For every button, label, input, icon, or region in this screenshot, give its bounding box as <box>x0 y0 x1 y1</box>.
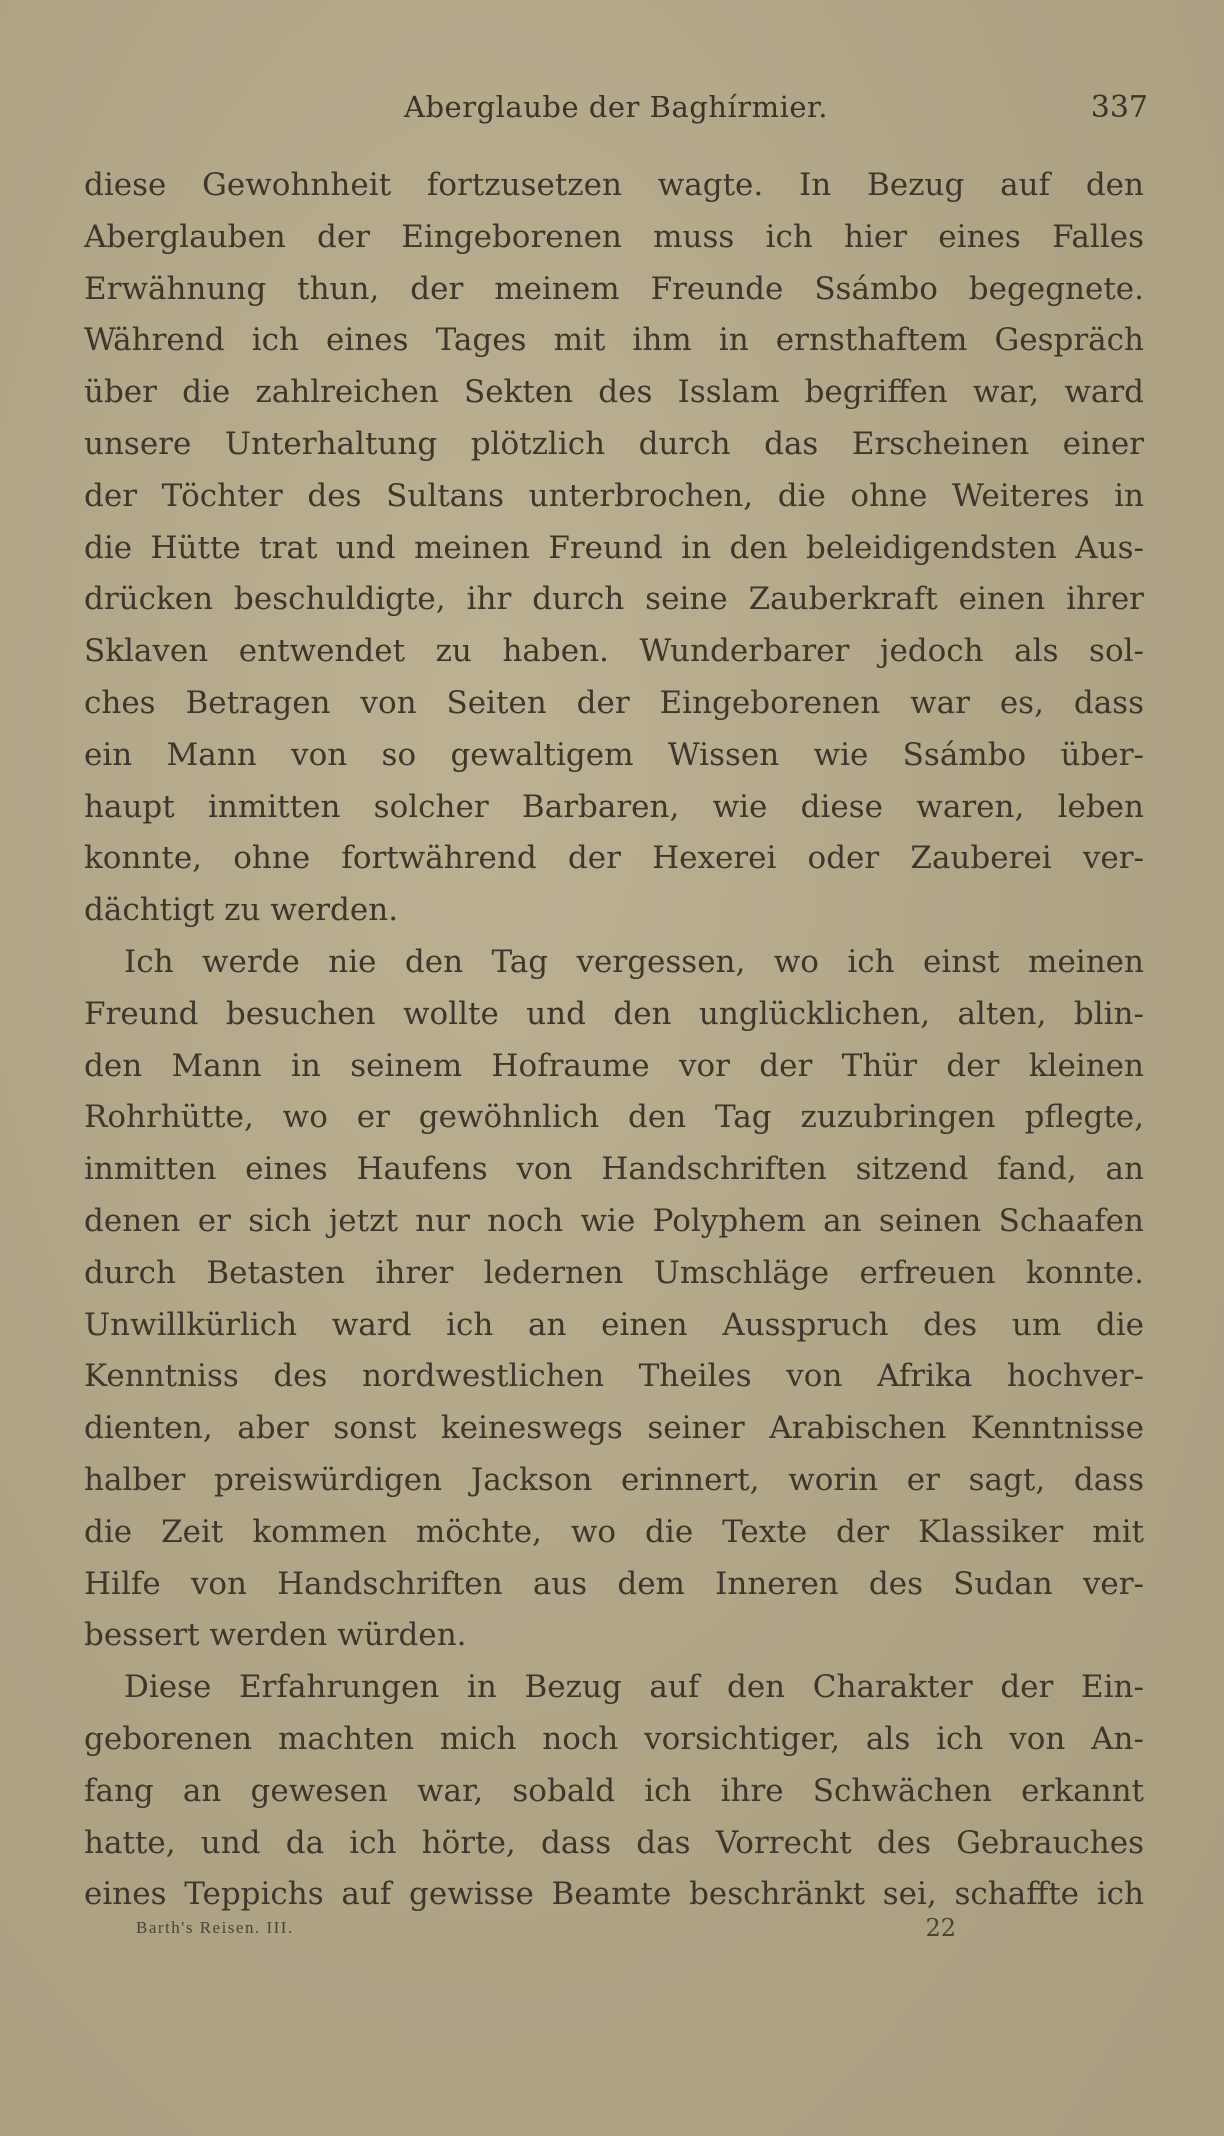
text-line: drücken beschuldigte, ihr durch seine Zauberkraft einen ihrer <box>84 581 1144 618</box>
paragraph-start-line: Ich werde nie den Tag vergessen, wo ich einst meinen <box>124 943 1144 980</box>
text-line: Aberglauben der Eingeborenen muss ich hier eines Falles <box>84 218 1144 255</box>
text-line: den Mann in seinem Hofraume vor der Thür der kleinen <box>84 1047 1144 1084</box>
text-line: denen er sich jetzt nur noch wie Polyphem an seinen Schaafen <box>84 1202 1144 1239</box>
text-line: Hilfe von Handschriften aus dem Inneren des Sudan ver- <box>84 1565 1144 1602</box>
text-line: der Töchter des Sultans unterbrochen, die ohne Weiteres in <box>84 477 1144 514</box>
text-line: haupt inmitten solcher Barbaren, wie diese waren, leben <box>84 788 1144 825</box>
body-text <box>84 160 1144 1921</box>
paragraph-end-line: dächtigt zu werden. <box>84 892 399 929</box>
text-line: halber preiswürdigen Jackson erinnert, worin er sagt, dass <box>84 1461 1144 1498</box>
sheet-number: 22 <box>925 1914 956 1942</box>
text-line: ches Betragen von Seiten der Eingeborenen war es, dass <box>84 684 1144 721</box>
text-line: Unwillkürlich ward ich an einen Ausspruch des um die <box>84 1306 1144 1343</box>
text-line: Während ich eines Tages mit ihm in ernsthaftem Gespräch <box>84 322 1144 359</box>
text-line: Rohrhütte, wo er gewöhnlich den Tag zuzubringen pflegte, <box>84 1099 1144 1136</box>
text-line: über die zahlreichen Sekten des Isslam begriffen war, ward <box>84 374 1144 411</box>
text-line: die Zeit kommen möchte, wo die Texte der Klassiker mit <box>84 1513 1144 1550</box>
text-line: unsere Unterhaltung plötzlich durch das Erscheinen einer <box>84 425 1144 462</box>
text-line: fang an gewesen war, sobald ich ihre Schwächen erkannt <box>84 1772 1144 1809</box>
text-line: geborenen machten mich noch vorsichtiger, als ich von An- <box>84 1720 1144 1757</box>
text-line: Kenntniss des nordwestlichen Theiles von Afrika hochver- <box>84 1358 1144 1395</box>
text-line: dienten, aber sonst keineswegs seiner Arabischen Kenntnisse <box>84 1410 1144 1447</box>
text-line: Erwähnung thun, der meinem Freunde Ssámbo begegnete. <box>84 270 1144 307</box>
page-header <box>84 90 1148 130</box>
text-line: Freund besuchen wollte und den unglücklichen, alten, blin- <box>84 995 1144 1032</box>
running-head: Aberglaube der Baghírmier. <box>404 90 828 124</box>
text-line: konnte, ohne fortwährend der Hexerei oder Zauberei ver- <box>84 840 1144 877</box>
text-line: diese Gewohnheit fortzusetzen wagte. In Bezug auf den <box>84 167 1144 203</box>
text-line: durch Betasten ihrer ledernen Umschläge erfreuen konnte. <box>84 1254 1144 1291</box>
text-line: Sklaven entwendet zu haben. Wunderbarer jedoch als sol- <box>84 633 1144 670</box>
text-line: die Hütte trat und meinen Freund in den beleidigendsten Aus- <box>84 529 1144 566</box>
text-line: eines Teppichs auf gewisse Beamte beschränkt sei, schaffte ich <box>84 1876 1144 1913</box>
text-line: inmitten eines Haufens von Handschriften sitzend fand, an <box>84 1151 1144 1188</box>
page-footer <box>136 1914 956 1948</box>
text-line: hatte, und da ich hörte, dass das Vorrecht des Gebrauches <box>84 1824 1144 1861</box>
page-number: 337 <box>1090 90 1148 125</box>
paragraph-end-line: bessert werden würden. <box>84 1617 467 1654</box>
text-line: ein Mann von so gewaltigem Wissen wie Ssámbo über- <box>84 736 1144 773</box>
paragraph-start-line: Diese Erfahrungen in Bezug auf den Charakter der Ein- <box>124 1669 1144 1706</box>
printer-signature: Barth's Reisen. III. <box>136 1918 294 1937</box>
